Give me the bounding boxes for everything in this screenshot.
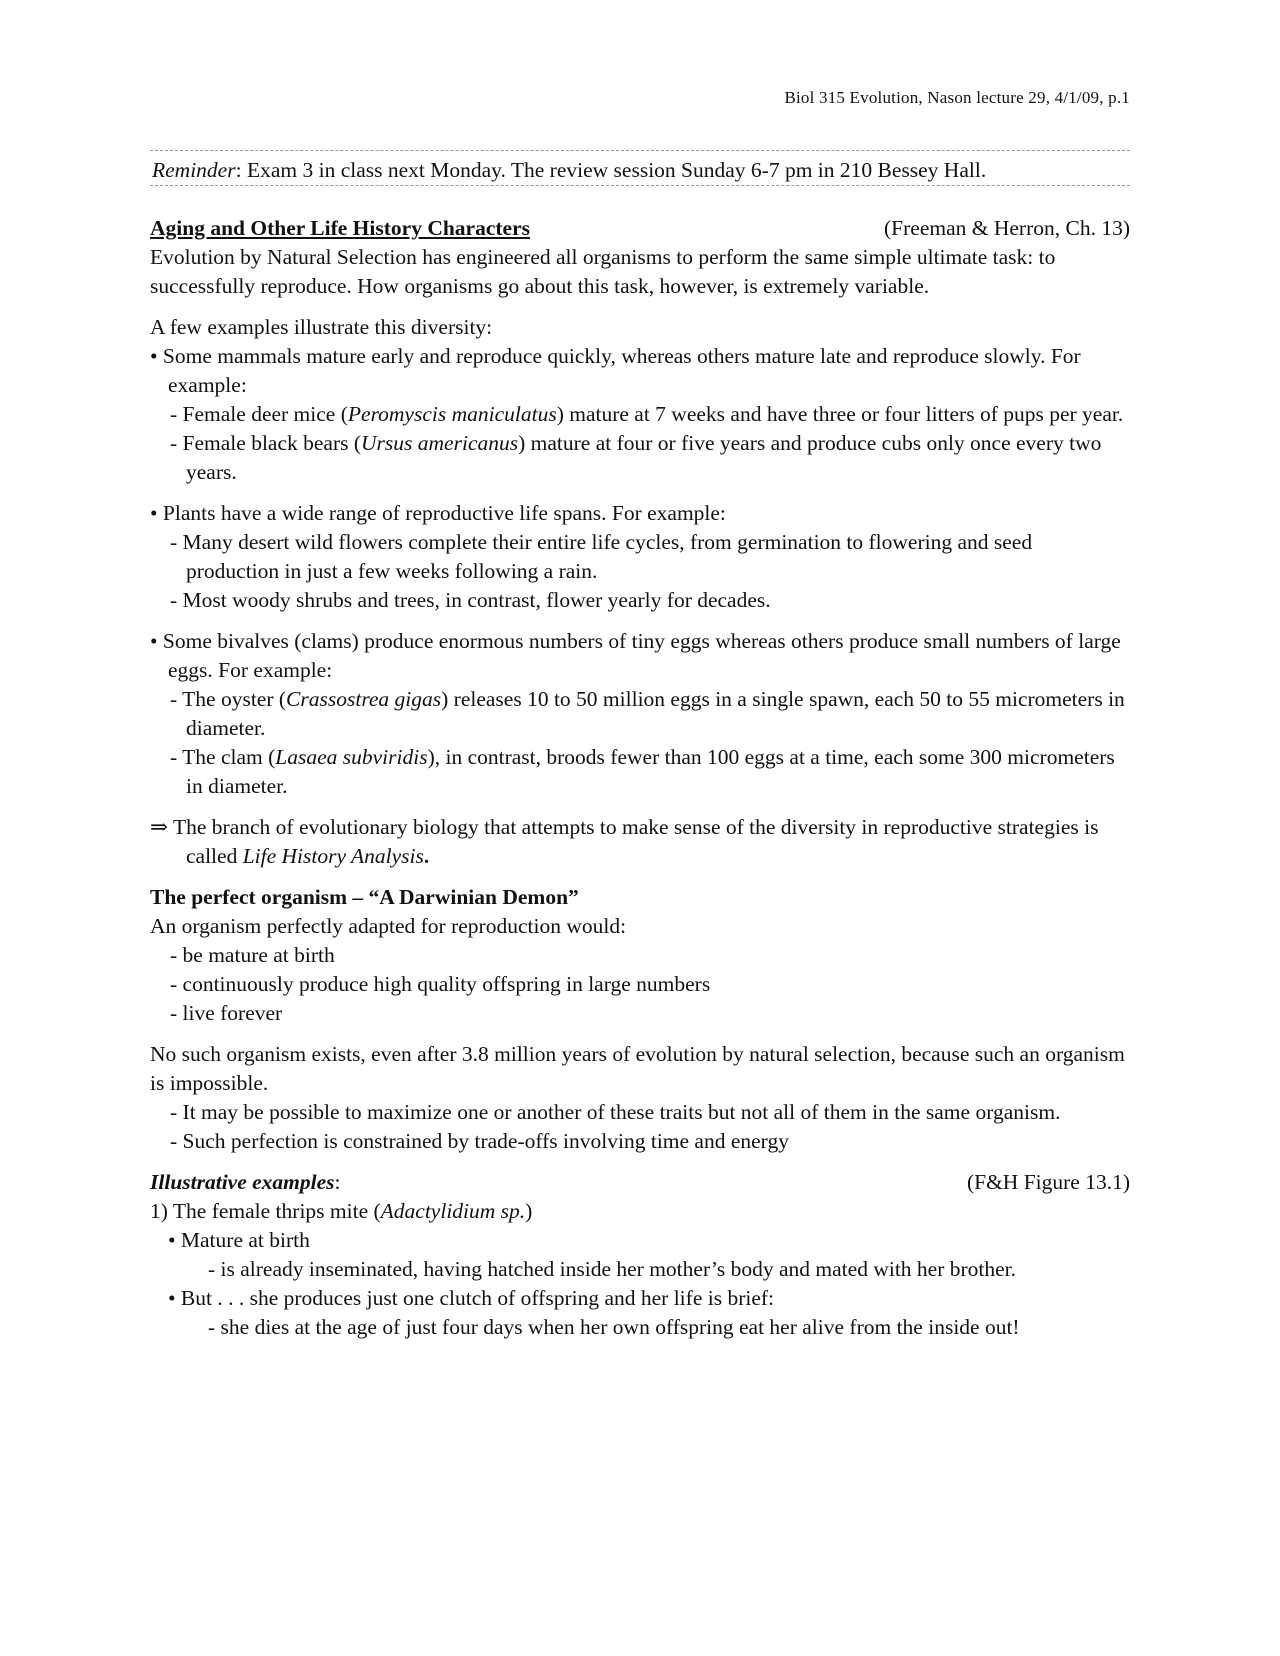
dash-eaten-alive: - she dies at the age of just four days when her own offspring eat her alive from the inside out! bbox=[208, 1315, 1020, 1339]
section-reference-examples: (F&H Figure 13.1) bbox=[966, 1170, 1130, 1194]
life-history-conclusion: ⇒ The branch of evolutionary biology that attempts to make sense of the diversity in reproductive strategies is called Life History Analysis. bbox=[150, 815, 1099, 868]
document-page bbox=[150, 0, 1130, 1656]
dash-oyster: - The oyster (Crassostrea gigas) releases 10 to 50 million eggs in a single spawn, each 50 to 55 micrometers in diameter. bbox=[170, 687, 1125, 740]
dash-live-forever: - live forever bbox=[170, 1001, 283, 1025]
section-reference-aging: (Freeman & Herron, Ch. 13) bbox=[884, 216, 1130, 240]
bullet-mammals: • Some mammals mature early and reproduce quickly, whereas others mature late and reproduce slowly. For example: bbox=[150, 344, 1081, 397]
dash-clam: - The clam (Lasaea subviridis), in contrast, broods fewer than 100 eggs at a time, each some 300 micrometers in diameter. bbox=[170, 745, 1115, 798]
dash-desert-flowers: - Many desert wild flowers complete their entire life cycles, from germination to flowering and seed production in just a few weeks following a rain. bbox=[170, 530, 1033, 583]
dash-mature-at-birth: - be mature at birth bbox=[170, 943, 335, 967]
section-title-darwinian-demon: The perfect organism – “A Darwinian Demon” bbox=[150, 885, 579, 909]
bullet-plants: • Plants have a wide range of reproductive life spans. For example: bbox=[150, 501, 726, 525]
dash-woody-shrubs: - Most woody shrubs and trees, in contrast, flower yearly for decades. bbox=[170, 588, 771, 612]
intro-paragraph: Evolution by Natural Selection has engineered all organisms to perform the same simple ultimate task: to successfully reproduce. How organisms go about this task, however, is extremely variable. bbox=[150, 245, 1056, 298]
page-header: Biol 315 Evolution, Nason lecture 29, 4/1/09, p.1 bbox=[784, 88, 1130, 107]
reminder-label: Reminder bbox=[152, 158, 236, 182]
section-title-examples: Illustrative examples bbox=[150, 1170, 335, 1194]
dash-produce-offspring: - continuously produce high quality offspring in large numbers bbox=[170, 972, 711, 996]
reminder-text: : Exam 3 in class next Monday. The review session Sunday 6-7 pm in 210 Bessey Hall. bbox=[235, 158, 987, 182]
dash-trade-offs: - Such perfection is constrained by trade-offs involving time and energy bbox=[170, 1129, 789, 1153]
section-heading-aging bbox=[150, 214, 1130, 243]
section-heading-examples: Illustrative examples: (F&H Figure 13.1) bbox=[150, 1168, 1130, 1197]
reminder-box bbox=[150, 150, 1130, 186]
dash-black-bears: - Female black bears (Ursus americanus) mature at four or five years and produce cubs only once every two years. bbox=[170, 431, 1102, 484]
bullet-bivalves: • Some bivalves (clams) produce enormous numbers of tiny eggs whereas others produce small numbers of large eggs. For example: bbox=[150, 629, 1121, 682]
section-title-aging: Aging and Other Life History Characters bbox=[150, 216, 530, 240]
no-such-organism-paragraph: No such organism exists, even after 3.8 million years of evolution by natural selection, because such an organism is impossible. bbox=[150, 1042, 1125, 1095]
dash-inseminated: - is already inseminated, having hatched inside her mother’s body and mated with her brother. bbox=[208, 1257, 1017, 1281]
example-item-thrips-mite: 1) The female thrips mite (Adactylidium sp.) bbox=[150, 1199, 533, 1223]
demon-lead: An organism perfectly adapted for reproduction would: bbox=[150, 914, 627, 938]
bullet-mature-at-birth: • Mature at birth bbox=[168, 1228, 310, 1252]
dash-maximize-traits: - It may be possible to maximize one or another of these traits but not all of them in the same organism. bbox=[170, 1100, 1061, 1124]
document-body bbox=[150, 214, 1130, 1342]
examples-lead: A few examples illustrate this diversity: bbox=[150, 315, 493, 339]
bullet-one-clutch: • But . . . she produces just one clutch of offspring and her life is brief: bbox=[168, 1286, 775, 1310]
dash-deer-mice: - Female deer mice (Peromyscis maniculatus) mature at 7 weeks and have three or four litters of pups per year. bbox=[170, 402, 1124, 426]
